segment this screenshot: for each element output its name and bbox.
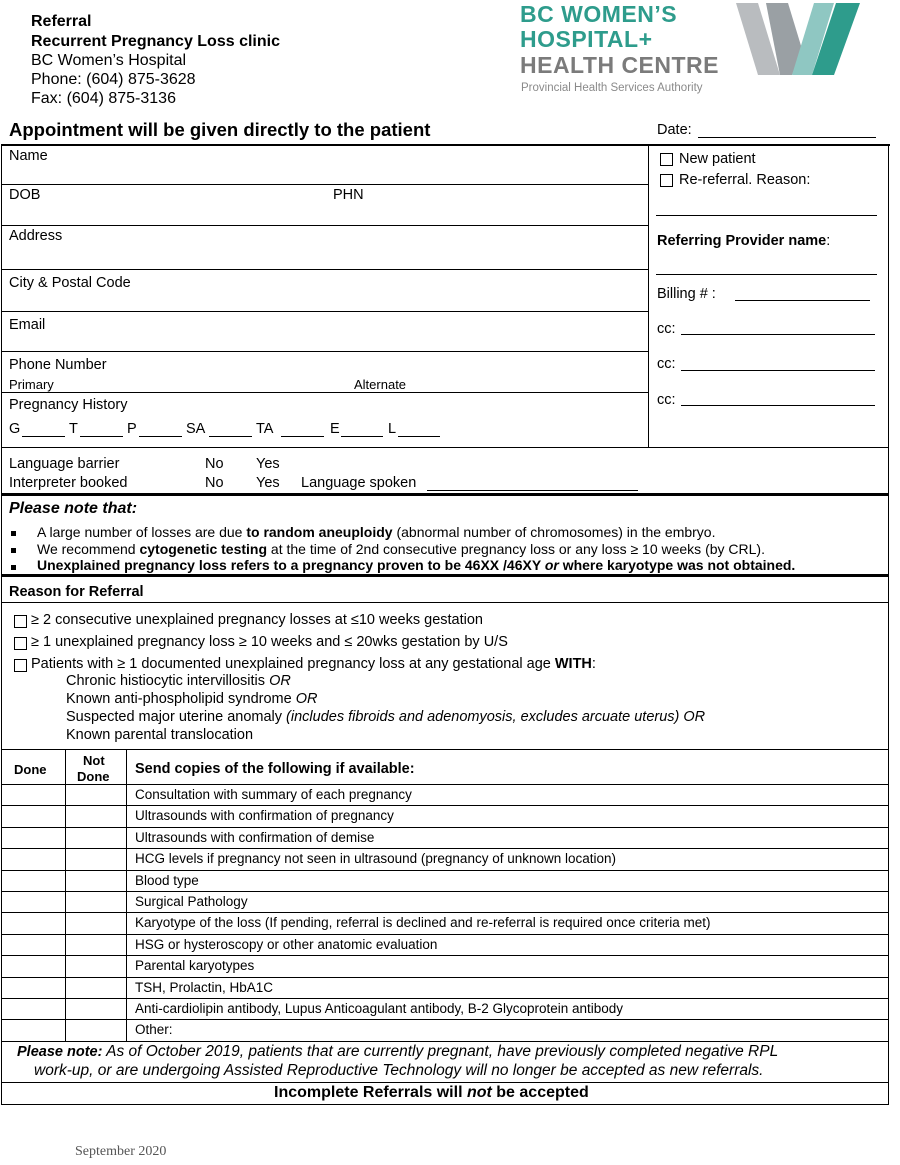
interpreter-yes[interactable]: Yes (256, 475, 280, 491)
table-row: Other: (135, 1022, 173, 1037)
sub-reason-1 (66, 673, 291, 689)
note-bullet-1 (37, 524, 716, 540)
sub-reason-2-text: Known anti-phospholipid syndrome (66, 691, 292, 707)
done-cell[interactable] (2, 999, 64, 1019)
frame-right (888, 144, 889, 1105)
provider-name-field[interactable] (656, 274, 877, 275)
language-barrier-label: Language barrier (9, 456, 120, 472)
table-row: Karyotype of the loss (If pending, referral is declined and re-referral is required once criteria met) (135, 915, 711, 930)
date-field[interactable] (698, 137, 876, 138)
g-field[interactable] (22, 436, 65, 437)
sub-reason-3 (66, 709, 705, 725)
table-row-divider (1, 1019, 889, 1020)
name-field[interactable]: Name (9, 148, 48, 164)
cc-field-3[interactable] (681, 405, 875, 406)
or-label: OR (269, 673, 291, 689)
logo-line-1: BC WOMEN’S (520, 1, 678, 27)
billing-field[interactable] (735, 300, 870, 301)
clinic-fax: Fax: (604) 875-3136 (31, 90, 176, 107)
reason-3 (31, 656, 596, 672)
not-done-cell[interactable] (66, 785, 125, 805)
row-divider (1, 351, 648, 352)
g-label: G (9, 421, 21, 437)
cc-label-3: cc: (657, 392, 676, 408)
or-label: OR (295, 691, 318, 707)
note-bullet-2-post: at the time of 2nd consecutive pregnancy loss or any loss ≥ 10 weeks (by CRL). (267, 541, 765, 557)
row-divider (1, 392, 648, 393)
row-divider (1, 602, 889, 603)
reason-checkbox-2[interactable] (14, 637, 27, 650)
reason-checkbox-1[interactable] (14, 615, 27, 628)
table-row: Parental karyotypes (135, 958, 255, 973)
language-barrier-yes[interactable]: Yes (256, 456, 280, 472)
table-row: Consultation with summary of each pregnancy (135, 787, 412, 802)
please-note-title: Please note that: (9, 500, 138, 517)
email-field[interactable]: Email (9, 317, 46, 333)
phone-number-label: Phone Number (9, 357, 107, 373)
clinic-name: Recurrent Pregnancy Loss clinic (31, 33, 280, 50)
not-done-cell[interactable] (66, 999, 125, 1019)
ta-label: TA (256, 421, 274, 437)
alternate-phone-field[interactable]: Alternate (354, 377, 407, 392)
provider-label-colon: : (826, 233, 831, 249)
cc-field-2[interactable] (681, 370, 875, 371)
not-done-header-2: Done (77, 769, 110, 784)
reason-2: ≥ 1 unexplained pregnancy loss ≥ 10 weeks and ≤ 20wks gestation by U/S (31, 634, 508, 650)
copies-title: Send copies of the following if available: (135, 761, 415, 777)
table-row: Anti-cardiolipin antibody, Lupus Anticoagulant antibody, B-2 Glycoprotein antibody (135, 1001, 624, 1016)
note-bullet-3-or: or (544, 557, 559, 573)
note-bullet-3 (37, 557, 795, 573)
section-divider-thick (1, 574, 889, 577)
not-done-cell[interactable] (66, 935, 125, 955)
logo-authority: Provincial Health Services Authority (521, 82, 703, 94)
done-cell[interactable] (2, 978, 64, 998)
sa-field[interactable] (209, 436, 252, 437)
note-bullet-1-post: (abnormal number of chromosomes) in the embryo. (392, 524, 716, 540)
cc-label-2: cc: (657, 356, 676, 372)
done-cell[interactable] (2, 849, 64, 869)
l-field[interactable] (398, 436, 440, 437)
revision-date: September 2020 (75, 1144, 167, 1159)
provider-label-text: Referring Provider name (657, 233, 827, 249)
language-spoken-field[interactable] (427, 490, 638, 491)
row-divider (1, 447, 889, 448)
done-header: Done (14, 762, 47, 777)
table-row: HSG or hysteroscopy or other anatomic evaluation (135, 937, 438, 952)
billing-label: Billing # : (657, 286, 716, 302)
not-done-cell[interactable] (66, 913, 125, 933)
row-divider (1, 311, 648, 312)
ta-field[interactable] (281, 436, 324, 437)
table-row: HCG levels if pregnancy not seen in ultrasound (pregnancy of unknown location) (135, 851, 617, 866)
footer-note-line-2: work-up, or are undergoing Assisted Reproductive Technology will no longer be accepted as new referrals. (34, 1062, 764, 1079)
reason-title: Reason for Referral (9, 584, 144, 600)
e-label: E (330, 421, 340, 437)
t-label: T (69, 421, 78, 437)
hospital-name: BC Women’s Hospital (31, 52, 187, 69)
reason-checkbox-3[interactable] (14, 659, 27, 672)
table-row-divider (1, 870, 889, 871)
note-bullet-2-pre: We recommend (37, 541, 140, 557)
date-label: Date: (657, 122, 692, 138)
pregnancy-history-label: Pregnancy History (9, 397, 128, 413)
row-divider (1, 749, 889, 750)
note-bullet-2 (37, 541, 765, 557)
w-logo-icon (736, 3, 860, 75)
phn-field[interactable]: PHN (333, 187, 364, 203)
not-done-cell[interactable] (66, 892, 125, 912)
bullet-icon (11, 565, 16, 570)
row-divider (1, 1041, 889, 1042)
city-postal-field[interactable]: City & Postal Code (9, 275, 131, 291)
cc-field-1[interactable] (681, 334, 875, 335)
section-divider-thick (1, 493, 889, 496)
footer-note-label: Please note: (17, 1044, 103, 1060)
row-divider (1, 269, 648, 270)
table-row-divider (1, 805, 889, 806)
note-bullet-3-post: where karyotype was not obtained. (558, 557, 796, 573)
done-cell[interactable] (2, 1020, 64, 1040)
footer-note-text-1: As of October 2019, patients that are currently pregnant, have previously completed negative RPL (102, 1043, 779, 1060)
note-bullet-1-bold: to random aneuploidy (246, 524, 393, 540)
table-row-divider (1, 955, 889, 956)
table-row: Ultrasounds with confirmation of pregnancy (135, 808, 394, 823)
note-bullet-2-bold: cytogenetic testing (139, 541, 268, 557)
or-label: OR (683, 709, 706, 725)
done-cell[interactable] (2, 785, 64, 805)
not-done-cell[interactable] (66, 956, 125, 976)
table-row-divider (1, 977, 889, 978)
table-row-divider (1, 934, 889, 935)
provider-label (657, 233, 830, 249)
not-done-cell[interactable] (66, 871, 125, 891)
not-done-cell[interactable] (66, 1020, 125, 1040)
sub-reason-3-italic: (includes fibroids and adenomyosis, excludes arcuate uterus) (286, 709, 680, 725)
table-row-divider (1, 891, 889, 892)
table-row: Surgical Pathology (135, 894, 248, 909)
sub-reason-4: Known parental translocation (66, 727, 254, 743)
table-row: TSH, Prolactin, HbA1C (135, 980, 274, 995)
reason-1: ≥ 2 consecutive unexplained pregnancy losses at ≤10 weeks gestation (31, 612, 483, 628)
new-patient-label: New patient (679, 151, 756, 167)
done-cell[interactable] (2, 935, 64, 955)
frame-bottom (1, 1104, 889, 1105)
incomplete-post: be accepted (491, 1084, 589, 1101)
l-label: L (388, 421, 397, 437)
address-field[interactable]: Address (9, 228, 63, 244)
logo-line-3: HEALTH CENTRE (520, 52, 720, 78)
e-field[interactable] (341, 436, 383, 437)
p-field[interactable] (139, 436, 182, 437)
clinic-phone: Phone: (604) 875-3628 (31, 71, 196, 88)
bullet-icon (11, 548, 16, 553)
row-divider (1, 184, 648, 185)
rereferral-checkbox[interactable] (660, 174, 673, 187)
incomplete-not: not (466, 1084, 492, 1101)
table-row: Blood type (135, 873, 199, 888)
footer-note-line-1 (17, 1043, 778, 1061)
appointment-title: Appointment will be given directly to the patient (9, 119, 431, 140)
interpreter-no[interactable]: No (205, 475, 224, 491)
new-patient-checkbox[interactable] (660, 153, 673, 166)
reason-3-pre: Patients with ≥ 1 documented unexplained pregnancy loss at any gestational age (31, 656, 555, 672)
not-done-cell[interactable] (66, 849, 125, 869)
table-row-divider (1, 998, 889, 999)
not-done-header-1: Not (83, 753, 105, 768)
bullet-icon (11, 531, 16, 536)
sub-reason-1-text: Chronic histiocytic intervillositis (66, 673, 266, 689)
row-divider (1, 1082, 889, 1083)
table-row-divider (1, 848, 889, 849)
dob-field[interactable]: DOB (9, 187, 41, 203)
table-row-divider (1, 912, 889, 913)
divider-vertical (648, 145, 649, 448)
done-cell[interactable] (2, 828, 64, 848)
table-row-divider (1, 784, 889, 785)
incomplete-pre: Incomplete Referrals will (274, 1084, 467, 1101)
rereferral-reason-field[interactable] (656, 215, 877, 216)
done-cell[interactable] (2, 892, 64, 912)
language-barrier-no[interactable]: No (205, 456, 224, 472)
interpreter-label: Interpreter booked (9, 475, 128, 491)
done-cell[interactable] (2, 956, 64, 976)
note-bullet-3-pre: Unexplained pregnancy loss refers to a pregnancy proven to be 46XX /46XY (37, 557, 545, 573)
table-row-divider (1, 827, 889, 828)
frame-top (1, 144, 890, 146)
t-field[interactable] (80, 436, 123, 437)
row-divider (1, 225, 648, 226)
table-row: Ultrasounds with confirmation of demise (135, 830, 375, 845)
reason-3-post: : (591, 656, 596, 672)
logo-line-2: HOSPITAL+ (520, 26, 653, 52)
not-done-cell[interactable] (66, 806, 125, 826)
reason-3-bold: WITH (554, 656, 592, 672)
not-done-cell[interactable] (66, 978, 125, 998)
p-label: P (127, 421, 137, 437)
sa-label: SA (186, 421, 206, 437)
rereferral-label: Re-referral. Reason: (679, 172, 811, 188)
cc-label-1: cc: (657, 321, 676, 337)
incomplete-referrals-notice (274, 1084, 589, 1102)
language-spoken-label: Language spoken (301, 475, 417, 491)
not-done-cell[interactable] (66, 828, 125, 848)
done-cell[interactable] (2, 913, 64, 933)
form-type: Referral (31, 13, 92, 30)
primary-phone-field[interactable]: Primary (9, 377, 54, 392)
sub-reason-2 (66, 691, 317, 707)
note-bullet-1-pre: A large number of losses are due (37, 524, 247, 540)
done-cell[interactable] (2, 806, 64, 826)
done-cell[interactable] (2, 871, 64, 891)
sub-reason-3-text: Suspected major uterine anomaly (66, 709, 283, 725)
